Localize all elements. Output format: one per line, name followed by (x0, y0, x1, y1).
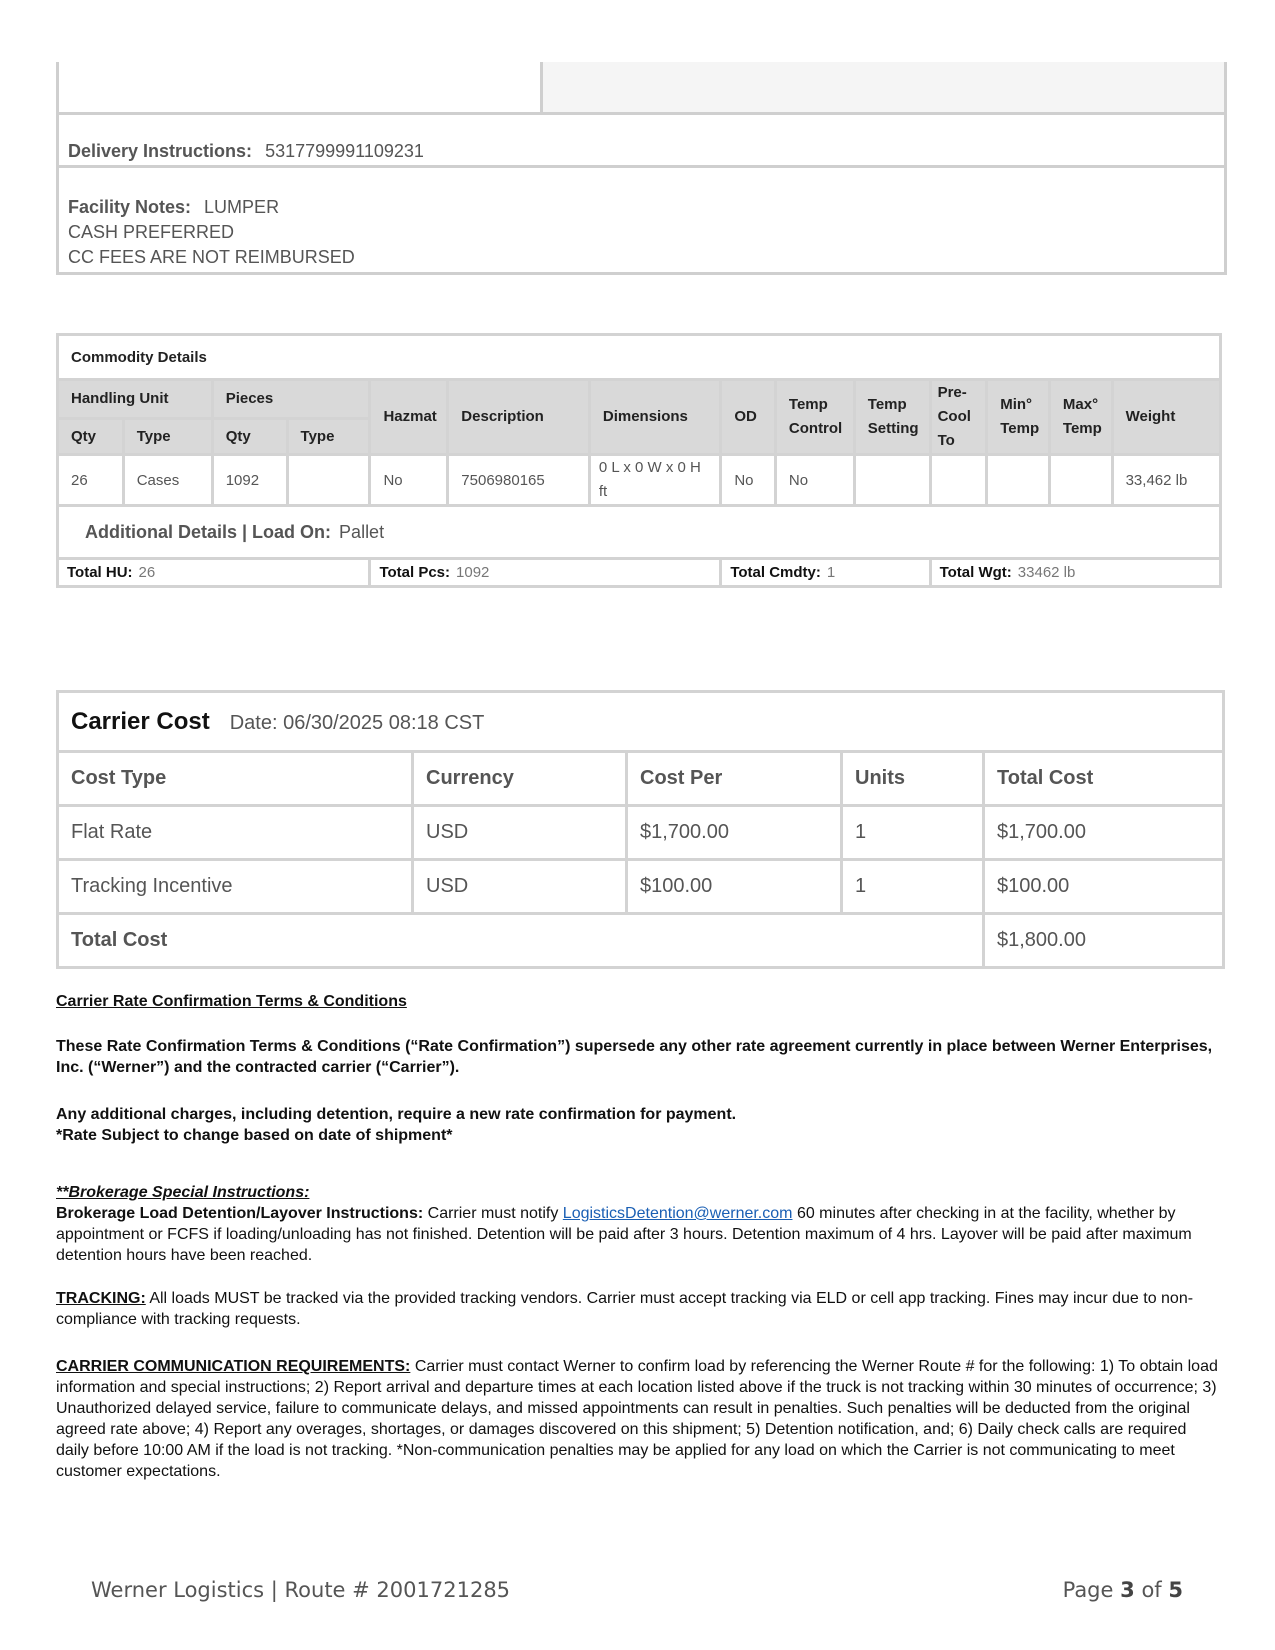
cell-pre-cool (930, 455, 987, 506)
header-od: OD (721, 380, 776, 455)
special-instructions-heading: **Brokerage Special Instructions: (56, 1184, 310, 1201)
cell-dimensions: 0 L x 0 W x 0 H ft (589, 455, 720, 506)
total-cost: $1,700.00 (984, 806, 1224, 860)
additional-details (58, 506, 1221, 559)
cost-type: Flat Rate (58, 806, 413, 860)
facility-note-line: CASH PREFERRED (68, 222, 235, 242)
communication-label: CARRIER COMMUNICATION REQUIREMENTS: (56, 1358, 411, 1375)
cell-temp-setting (854, 455, 930, 506)
header-currency: Currency (413, 752, 627, 806)
additional-details-value: Pallet (339, 521, 385, 542)
cell-description: 7506980165 (448, 455, 590, 506)
cell-pcs-type (287, 455, 370, 506)
header-pieces: Pieces (212, 380, 370, 419)
cell-pcs-qty: 1092 (212, 455, 287, 506)
total-row (58, 914, 1224, 968)
currency: USD (413, 806, 627, 860)
header-temp-control: Temp Control (775, 380, 854, 455)
additional-details-label: Additional Details | Load On: (85, 521, 332, 542)
delivery-instructions-value: 5317799991109231 (265, 141, 424, 161)
table-row (58, 455, 1221, 506)
total-cmdty: Total Cmdty: 1 (721, 559, 930, 587)
header-max-temp: Max° Temp (1049, 380, 1112, 455)
delivery-instructions (59, 115, 1224, 168)
facility-notes-label: Facility Notes: (68, 197, 192, 217)
detention-email-link[interactable]: LogisticsDetention@werner.com (562, 1205, 793, 1222)
carrier-cost-date: Date: 06/30/2025 08:18 CST (229, 711, 485, 734)
terms-supersede: These Rate Confirmation Terms & Conditions (“Rate Confirmation”) supersede any other rate agreement currently in place between Werner Enterprises, Inc. (“Werner”) and the contracted carrier (“Carrier”). (56, 1038, 1213, 1076)
total-wgt: Total Wgt: 33462 lb (930, 559, 1220, 587)
cell-hu-type: Cases (123, 455, 212, 506)
header-handling-unit: Handling Unit (58, 380, 213, 419)
cost-per: $1,700.00 (627, 806, 842, 860)
header-pcs-type: Type (287, 419, 370, 455)
cell-temp-control: No (775, 455, 854, 506)
header-cost-type: Cost Type (58, 752, 413, 806)
facility-notes (59, 168, 1224, 272)
header-units: Units (842, 752, 984, 806)
footer-route: Werner Logistics | Route # 2001721285 (91, 1578, 511, 1602)
communication-terms: CARRIER COMMUNICATION REQUIREMENTS: Carrier must contact Werner to confirm load by referencing the Werner Route # for the following: 1) To obtain load information and special instructions; 2) Report arrival and departure times at each location listed above if the truck is not tracking within 30 minutes of occurrence; 3) Unauthorized delayed service, failure to communicate delays, and missed appointments can result in penalties. Such penalties will be deducted from the original agreed rate above; 4) Report any overages, shortages, or damages discovered on this shipment; 5) Detention notification, and; 6) Daily check calls are required daily before 10:00 AM if the load is not tracking. *Non-communication penalties may be applied for any load on which the Carrier is not communicating to meet customer expectations. (56, 1358, 1218, 1480)
totals-row (58, 559, 1221, 587)
cost-type: Tracking Incentive (58, 860, 413, 914)
header-total-cost: Total Cost (984, 752, 1224, 806)
carrier-cost-table (56, 690, 1225, 969)
header-hu-type: Type (123, 419, 212, 455)
units: 1 (842, 806, 984, 860)
delivery-box (56, 62, 1227, 275)
terms-heading: Carrier Rate Confirmation Terms & Conditions (56, 993, 407, 1010)
total-hu: Total HU: 26 (58, 559, 370, 587)
facility-note-line: CC FEES ARE NOT REIMBURSED (68, 247, 355, 267)
terms-additional: Any additional charges, including detention, require a new rate confirmation for payment. *Rate Subject to change based on date of shipment* (56, 1106, 737, 1144)
cell-max-temp (1049, 455, 1112, 506)
header-pre-cool: Pre-Cool To (930, 380, 987, 455)
cell-min-temp (987, 455, 1050, 506)
special-instructions: **Brokerage Special Instructions: Brokerage Load Detention/Layover Instructions: Carrier must notify LogisticsDetention@werner.com 60 minutes after checking in at the facility, whether by appointment or FCFS if loading/unloading has not finished. Detention will be paid after 3 hours. Detention maximum of 4 hrs. Layover will be paid after maximum detention hours have been reached. (56, 1184, 1192, 1264)
header-hu-qty: Qty (58, 419, 124, 455)
header-weight: Weight (1112, 380, 1220, 455)
carrier-cost-title: Carrier Cost Date: 06/30/2025 08:18 CST (58, 692, 1224, 752)
currency: USD (413, 860, 627, 914)
header-cost-per: Cost Per (627, 752, 842, 806)
header-description: Description (448, 380, 590, 455)
header-min-temp: Min° Temp (987, 380, 1050, 455)
units: 1 (842, 860, 984, 914)
total-cost: $100.00 (984, 860, 1224, 914)
cell-hu-qty: 26 (58, 455, 124, 506)
tracking-terms: TRACKING: All loads MUST be tracked via the provided tracking vendors. Carrier must accept tracking via ELD or cell app tracking. Fines may incur due to non-compliance with tracking requests. (56, 1290, 1194, 1328)
cell-hazmat: No (370, 455, 448, 506)
header-dimensions: Dimensions (589, 380, 720, 455)
cost-per: $100.00 (627, 860, 842, 914)
footer-page-number: Page 3 of 5 (1062, 1578, 1183, 1602)
total-cost-label: Total Cost (58, 914, 984, 968)
cell-od: No (721, 455, 776, 506)
delivery-instructions-label: Delivery Instructions: (68, 141, 253, 161)
cell-weight: 33,462 lb (1112, 455, 1220, 506)
commodity-table (56, 333, 1222, 588)
delivery-top-row (59, 62, 1224, 115)
table-row (58, 860, 1224, 914)
commodity-title: Commodity Details (58, 335, 1221, 380)
tracking-label: TRACKING: (56, 1290, 146, 1307)
total-pcs: Total Pcs: 1092 (370, 559, 721, 587)
table-row (58, 806, 1224, 860)
total-cost-value: $1,800.00 (984, 914, 1224, 968)
header-hazmat: Hazmat (370, 380, 448, 455)
detention-label: Brokerage Load Detention/Layover Instructions: (56, 1205, 424, 1222)
header-pcs-qty: Qty (212, 419, 287, 455)
header-temp-setting: Temp Setting (854, 380, 930, 455)
facility-note-line: LUMPER (204, 197, 280, 217)
